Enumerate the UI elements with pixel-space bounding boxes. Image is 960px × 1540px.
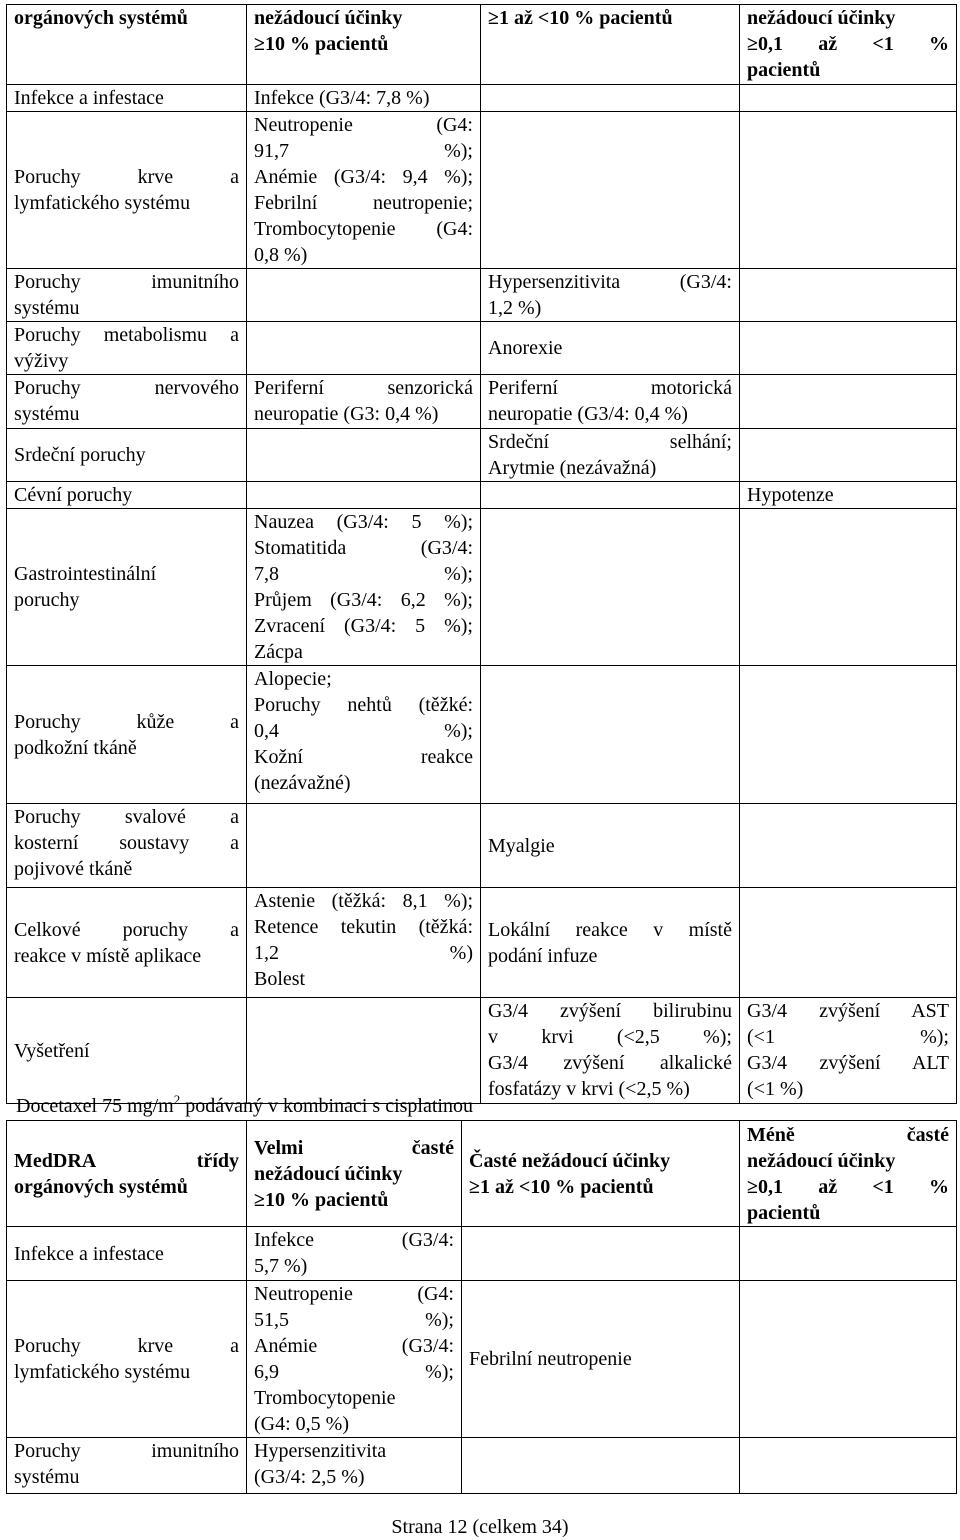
cell-line: Kožní reakce [254,746,473,768]
table-row [7,1438,957,1494]
cell-line: Poruchy nehtů (těžké: [254,694,473,716]
very-common-cell [247,112,481,269]
header-text: nežádoucí účinky [747,7,896,29]
cell-line: v krvi (<2,5 %); [488,1026,732,1048]
header-soc [7,1121,247,1227]
cell-line: Poruchy imunitního [14,1440,239,1462]
cell-line: 1,2 %) [488,297,542,319]
common-cell [481,482,740,509]
cell-line: pojivové tkáně [14,858,133,880]
cell-line: Cévní poruchy [14,484,133,506]
cell-line: 5,7 %) [254,1255,308,1277]
cell-line: systému [14,403,80,425]
header-soc [7,5,247,85]
soc-cell [7,112,247,269]
uncommon-cell [740,429,957,482]
soc-cell [7,804,247,888]
cell-line: Infekce (G3/4: [254,1229,454,1251]
very-common-cell [247,322,481,375]
table-header-row [7,5,957,85]
cell-line: Neutropenie (G4: [254,114,473,136]
cell-line: Hypersenzitivita [254,1440,387,1462]
header-common [481,5,740,85]
very-common-cell [247,1438,462,1494]
uncommon-cell [740,482,957,509]
very-common-cell [247,804,481,888]
table-row [7,509,957,666]
table-row [7,482,957,509]
table-row [7,1227,957,1281]
cell-line: 0,4 %); [254,720,473,742]
cell-line: Infekce a infestace [14,87,164,109]
common-cell [481,429,740,482]
common-cell [462,1438,740,1494]
header-text: ≥10 % pacientů [254,33,389,55]
cell-line: Trombocytopenie [254,1387,396,1409]
cell-line: Poruchy nervového [14,377,239,399]
caption-suffix: podávaný v kombinaci s cisplatinou [180,1095,473,1117]
cell-line: Poruchy svalové a [14,806,239,828]
header-text: pacientů [747,1201,821,1224]
cell-line: 0,8 %) [254,244,308,266]
soc-cell [7,509,247,666]
cell-line: Bolest [254,968,306,990]
uncommon-cell [740,666,957,804]
header-text: nežádoucí účinky [747,1149,896,1172]
common-cell [481,888,740,998]
cell-line: Vyšetření [14,1039,90,1062]
common-cell [481,375,740,429]
header-text: Méně časté [747,1123,949,1146]
cell-line: Infekce a infestace [14,1242,164,1265]
cell-line: neuropatie (G3/4: 0,4 %) [488,403,688,425]
table-row [7,85,957,112]
header-text: orgánových systémů [14,1175,188,1198]
soc-cell [7,85,247,112]
common-cell [481,804,740,888]
header-text: Velmi časté [254,1136,454,1159]
cell-line: 1,2 %) [254,942,473,964]
cell-line: 51,5 %); [254,1309,454,1331]
common-cell [481,112,740,269]
very-common-cell [247,429,481,482]
very-common-cell [247,509,481,666]
page-number: Strana 12 (celkem 34) [391,1516,569,1538]
cell-line: Hypersenzitivita (G3/4: [488,271,732,293]
uncommon-cell [740,1227,957,1281]
cell-line: Poruchy metabolismu a [14,324,239,346]
table-row [7,112,957,269]
cell-line: Stomatitida (G3/4: [254,537,473,559]
cell-line: Anémie (G3/4: [254,1335,454,1357]
header-text: nežádoucí účinky [254,7,403,29]
very-common-cell [247,1227,462,1281]
cell-line: lymfatického systému [14,192,191,214]
cell-line: poruchy [14,589,80,611]
common-cell [481,998,740,1104]
uncommon-cell [740,804,957,888]
cell-line: Nauzea (G3/4: 5 %); [254,511,473,533]
adverse-reactions-table-cisplatin-continued [6,4,957,1104]
cell-line: Anorexie [488,337,563,359]
caption-superscript: 2 [173,1092,181,1107]
very-common-cell [247,666,481,804]
uncommon-cell [740,998,957,1104]
cell-line: Poruchy kůže a [14,710,239,733]
common-cell [481,509,740,666]
header-text: ≥1 až <10 % pacientů [469,1175,654,1198]
cell-line: výživy [14,350,69,372]
table-row [7,1281,957,1438]
cell-line: Periferní senzorická [254,377,473,399]
very-common-cell [247,85,481,112]
very-common-cell [247,998,481,1104]
uncommon-cell [740,1281,957,1438]
soc-cell [7,888,247,998]
cell-line: Poruchy krve a [14,1335,239,1357]
cell-line: Anémie (G3/4: 9,4 %); [254,166,473,188]
soc-cell [7,375,247,429]
cell-line: 6,9 %); [254,1361,454,1383]
header-uncommon [740,1121,957,1227]
uncommon-cell [740,112,957,269]
cell-line: Febrilní neutropenie [469,1348,632,1370]
header-text: nežádoucí účinky [254,1162,403,1185]
soc-cell [7,1438,247,1494]
cell-line: (<1 %); [747,1026,949,1048]
table-row [7,666,957,804]
table-body [7,85,957,1104]
uncommon-cell [740,85,957,112]
caption-prefix: Docetaxel 75 mg/m [16,1095,174,1117]
header-very-common [247,1121,462,1227]
cell-line: G3/4 zvýšení AST [747,1000,949,1022]
header-text: pacientů [747,59,821,81]
uncommon-cell [740,269,957,322]
cell-line: G3/4 zvýšení alkalické [488,1052,732,1074]
very-common-cell [247,269,481,322]
table-row [7,429,957,482]
soc-cell [7,1227,247,1281]
cell-line: systému [14,1466,80,1488]
header-common [462,1121,740,1227]
header-text: ≥1 až <10 % pacientů [488,7,673,29]
header-very-common [247,5,481,85]
cell-line: lymfatického systému [14,1361,191,1383]
cell-line: (nezávažné) [254,772,351,794]
cell-line: G3/4 zvýšení ALT [747,1052,949,1074]
header-text: Časté nežádoucí účinky [469,1149,671,1172]
cell-line: Trombocytopenie (G4: [254,218,473,240]
very-common-cell [247,375,481,429]
cell-line: 7,8 %); [254,563,473,585]
cell-line: Poruchy imunitního [14,271,239,293]
cell-line: Periferní motorická [488,377,732,399]
cell-line: kosterní soustavy a [14,832,239,854]
cell-line: podání infuze [488,944,598,967]
soc-cell [7,429,247,482]
cell-line: Celkové poruchy a [14,918,239,941]
header-text: ≥0,1 až <1 % [747,33,949,55]
cell-line: Infekce (G3/4: 7,8 %) [254,87,430,109]
cell-line: (G3/4: 2,5 %) [254,1466,365,1488]
header-text: orgánových systémů [14,7,188,29]
cell-line: Myalgie [488,834,555,857]
cell-line: (<1 %) [747,1078,804,1100]
cell-line: (G4: 0,5 %) [254,1413,349,1435]
cell-line: Zvracení (G3/4: 5 %); [254,615,473,637]
cell-line: systému [14,297,80,319]
common-cell [462,1227,740,1281]
common-cell [481,322,740,375]
header-text: ≥10 % pacientů [254,1188,389,1211]
cell-line: fosfatázy v krvi (<2,5 %) [488,1078,690,1100]
uncommon-cell [740,375,957,429]
table-header-row [7,1121,957,1227]
cell-line: Srdeční poruchy [14,444,146,466]
cell-line: Retence tekutin (těžká: [254,916,473,938]
cell-line: reakce v místě aplikace [14,944,202,967]
table-body [7,1227,957,1494]
uncommon-cell [740,509,957,666]
soc-cell [7,1281,247,1438]
common-cell [481,85,740,112]
cell-line: 91,7 %); [254,140,473,162]
common-cell [481,269,740,322]
cell-line: Febrilní neutropenie; [254,192,473,214]
header-text: MedDRA třídy [14,1149,239,1172]
cell-line: G3/4 zvýšení bilirubinu [488,1000,732,1022]
uncommon-cell [740,1438,957,1494]
table-caption [16,1093,473,1119]
table-row [7,888,957,998]
common-cell [462,1281,740,1438]
cell-line: podkožní tkáně [14,736,137,759]
very-common-cell [247,482,481,509]
table-row [7,998,957,1104]
soc-cell [7,269,247,322]
common-cell [481,666,740,804]
cell-line: Lokální reakce v místě [488,918,732,941]
cell-line: Srdeční selhání; [488,431,732,453]
header-text: ≥0,1 až <1 % [747,1175,949,1198]
uncommon-cell [740,888,957,998]
very-common-cell [247,1281,462,1438]
table-row [7,322,957,375]
adverse-reactions-table-docetaxel-cisplatin [6,1120,957,1494]
table-row [7,804,957,888]
cell-line: Neutropenie (G4: [254,1283,454,1305]
soc-cell [7,998,247,1104]
cell-line: Gastrointestinální [14,563,157,585]
table-row [7,375,957,429]
cell-line: Průjem (G3/4: 6,2 %); [254,589,473,611]
cell-line: neuropatie (G3: 0,4 %) [254,403,439,425]
soc-cell [7,482,247,509]
soc-cell [7,322,247,375]
cell-line: Alopecie; [254,668,332,690]
uncommon-cell [740,322,957,375]
cell-line: Astenie (těžká: 8,1 %); [254,890,473,912]
header-uncommon [740,5,957,85]
cell-line: Poruchy krve a [14,166,239,188]
cell-line: Hypotenze [747,484,834,506]
table-row [7,269,957,322]
very-common-cell [247,888,481,998]
cell-line: Zácpa [254,641,303,663]
soc-cell [7,666,247,804]
cell-line: Arytmie (nezávažná) [488,457,657,479]
